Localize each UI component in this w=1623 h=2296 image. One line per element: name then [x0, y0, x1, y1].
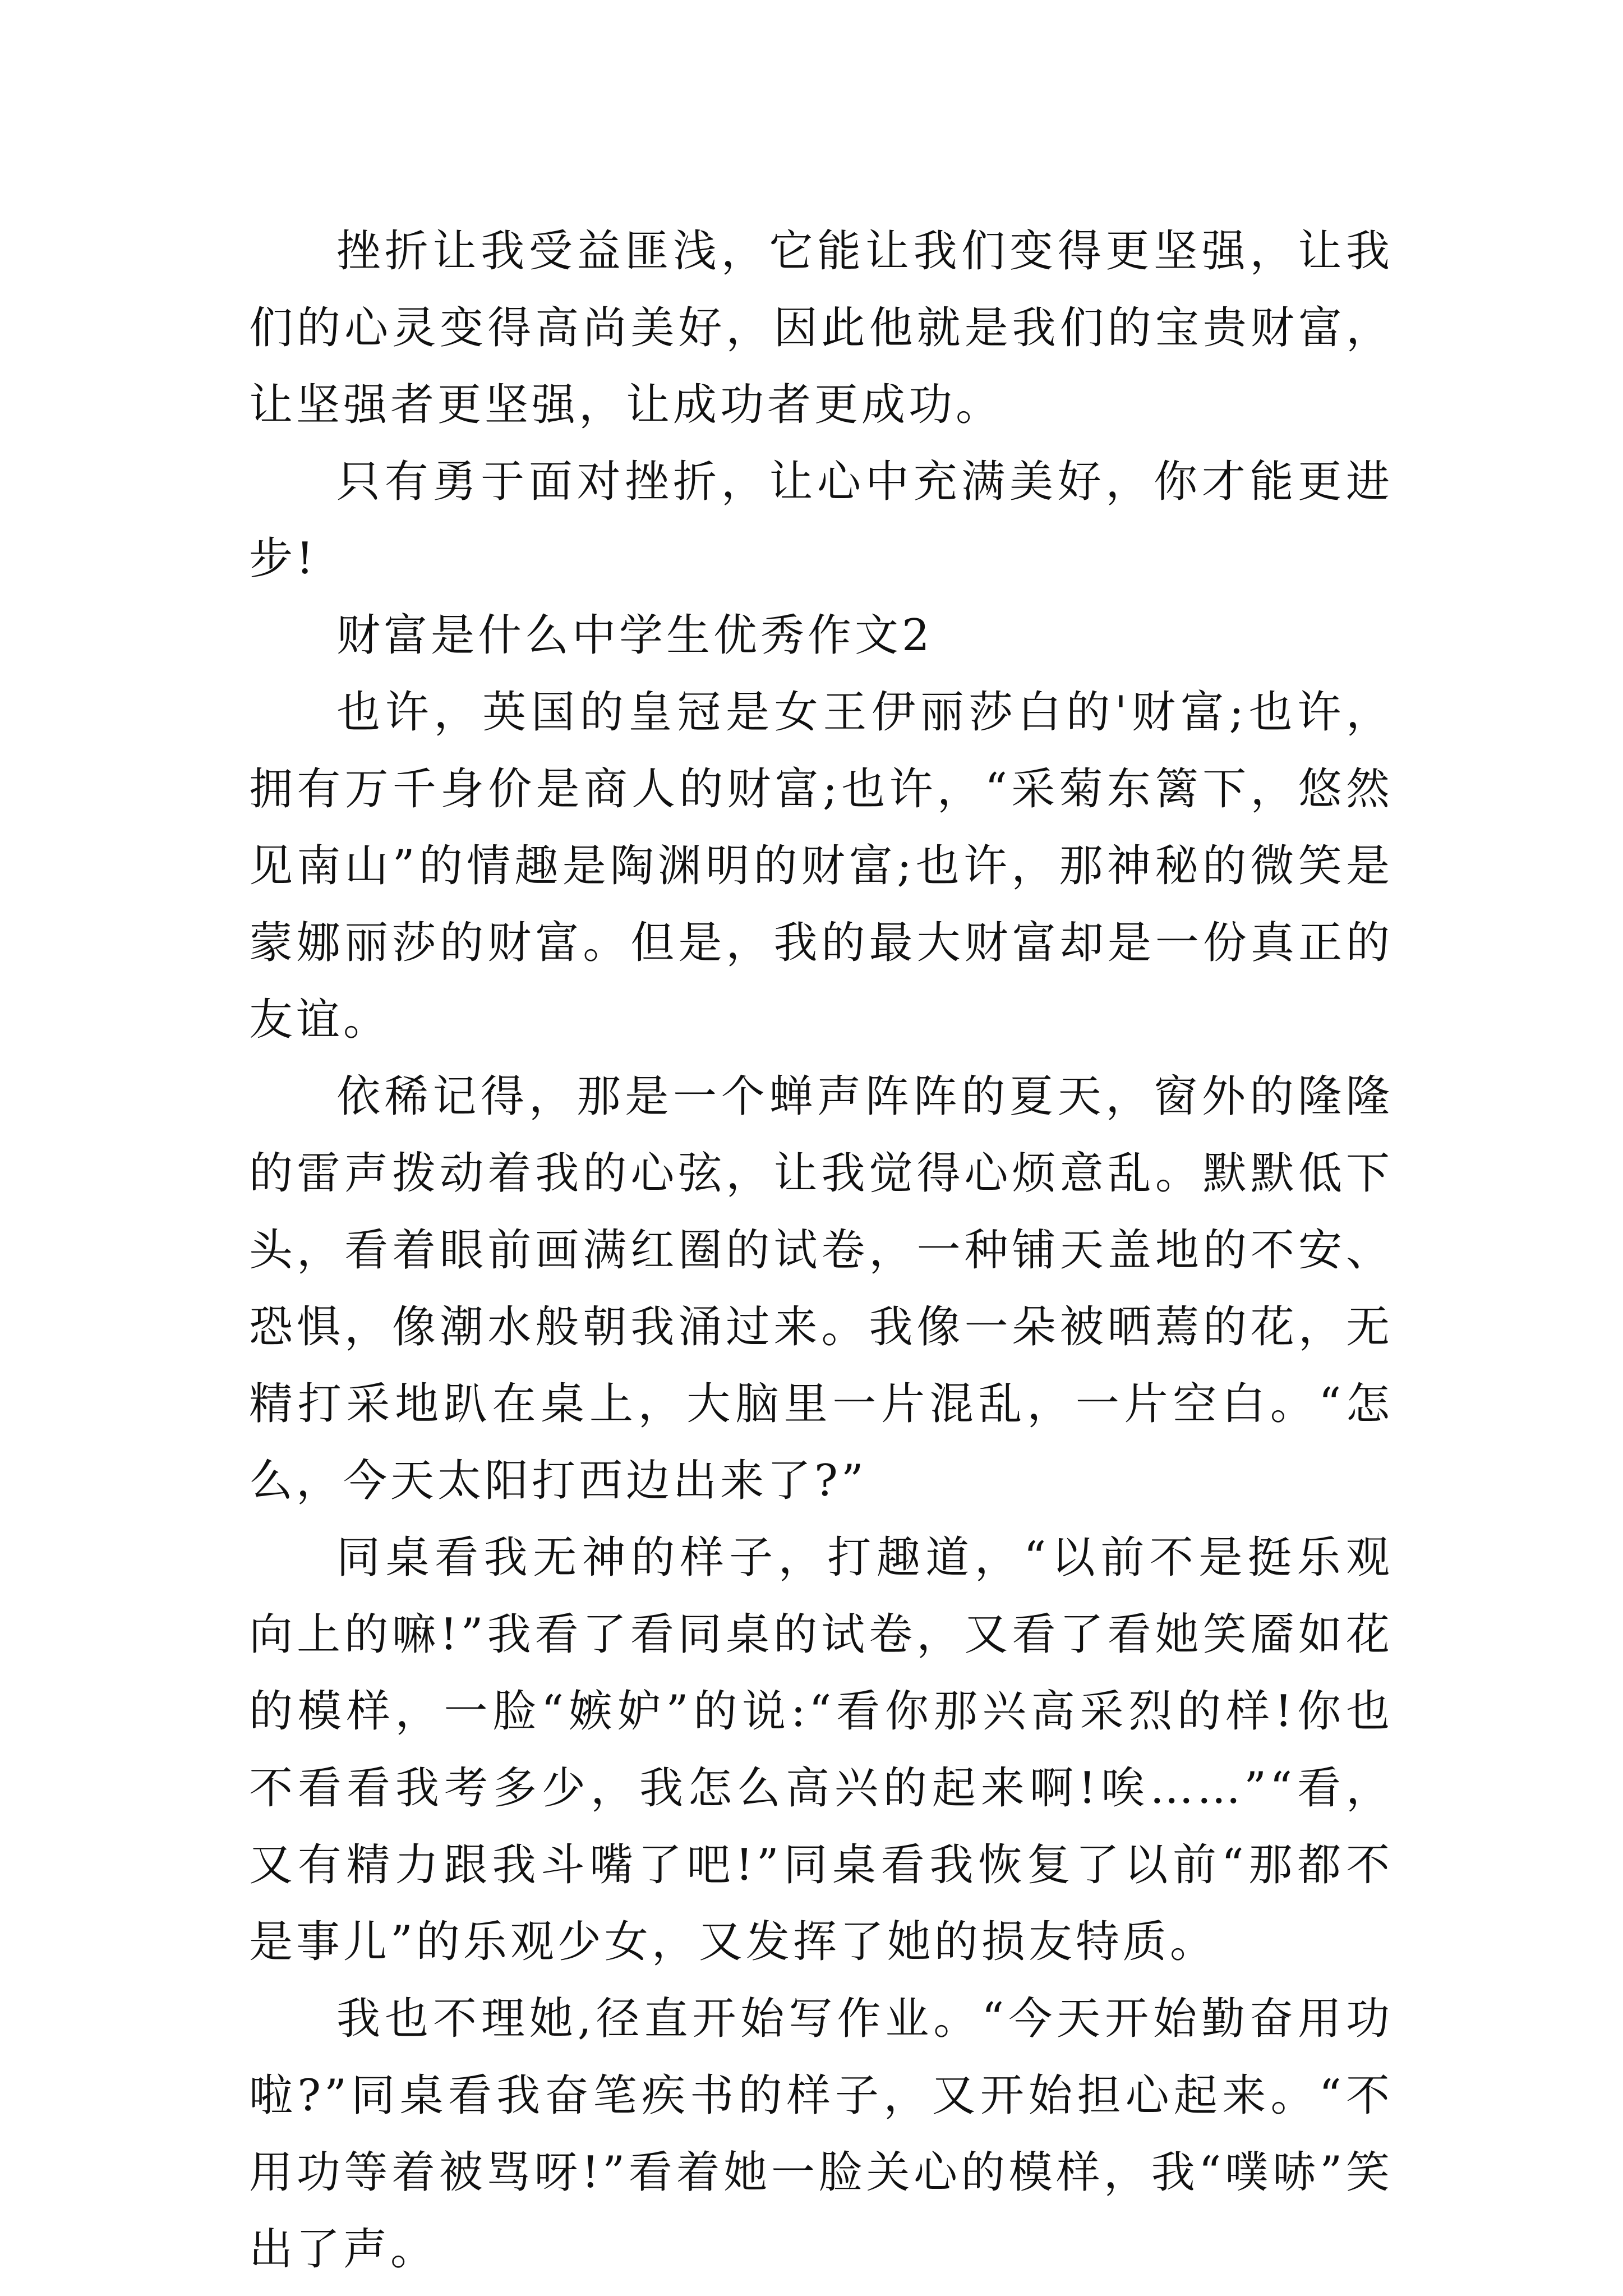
paragraph: 同桌看我无神的样子，打趣道，“以前不是挺乐观向上的嘛!”我看了看同桌的试卷，又看了看她笑靥如花的模样，一脸“嫉妒”的说:“看你那兴高采烈的样!你也不看看我考多少，我怎么高兴的起来啊!唉……”“看，又有精力跟我斗嘴了吧!”同桌看我恢复了以前“那都不是事儿”的乐观少女，又发挥了她的损友特质。: [249, 1533, 1393, 1967]
paragraph: 也许，英国的皇冠是女王伊丽莎白的'财富;也许，拥有万千身价是商人的财富;也许，“采菊东篱下，悠然见南山”的情趣是陶渊明的财富;也许，那神秘的微笑是蒙娜丽莎的财富。但是，我的最大财富却是一份真正的友谊。: [249, 687, 1393, 1045]
document-body: [249, 213, 1393, 2288]
section-heading: 财富是什么中学生优秀作文2: [336, 610, 933, 661]
paragraph: 挫折让我受益匪浅，它能让我们变得更坚强，让我们的心灵变得高尚美好，因此他就是我们的宝贵财富，让坚强者更坚强，让成功者更成功。: [249, 226, 1393, 430]
paragraph: 我也不理她,径直开始写作业。“今天开始勤奋用功啦?”同桌看我奋笔疾书的样子，又开始担心起来。“不用功等着被骂呀!”看着她一脸关心的模样，我“噗哧”笑出了声。: [249, 1994, 1393, 2275]
paragraph: 依稀记得，那是一个蝉声阵阵的夏天，窗外的隆隆的雷声拨动着我的心弦，让我觉得心烦意乱。默默低下头，看着眼前画满红圈的试卷，一种铺天盖地的不安、恐惧，像潮水般朝我涌过来。我像一朵被晒蔫的花，无精打采地趴在桌上，大脑里一片混乱，一片空白。“怎么，今天太阳打西边出来了?”: [249, 1071, 1393, 1506]
paragraph: 只有勇于面对挫折，让心中充满美好，你才能更进步!: [249, 457, 1393, 584]
